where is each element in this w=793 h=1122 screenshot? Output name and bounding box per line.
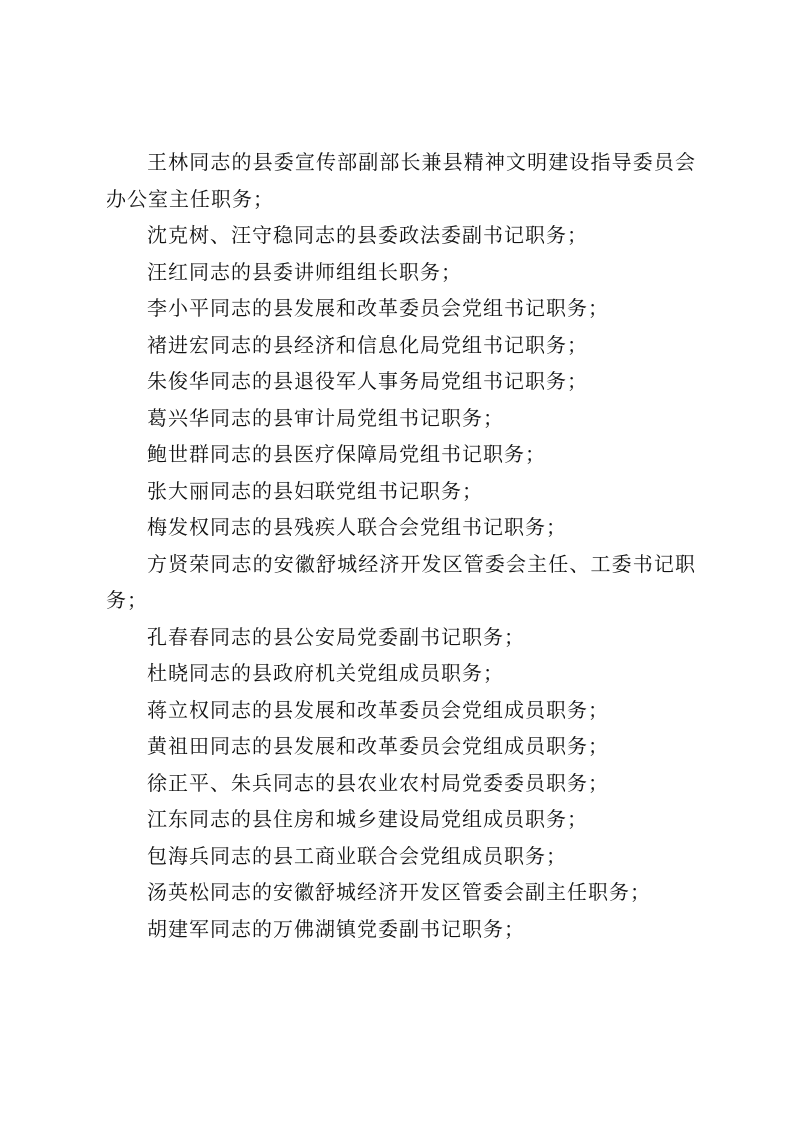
paragraph-20: 胡建军同志的万佛湖镇党委副书记职务；	[147, 916, 525, 941]
paragraph-7: 葛兴华同志的县审计局党组书记职务；	[147, 405, 504, 430]
paragraph-4: 李小平同志的县发展和改革委员会党组书记职务；	[147, 296, 609, 320]
paragraph-8: 鲍世群同志的县医疗保障局党组书记职务；	[147, 442, 546, 466]
document-body	[106, 144, 696, 947]
paragraph-2: 沈克树、汪守稳同志的县委政法委副书记职务；	[147, 223, 588, 247]
paragraph-6: 朱俊华同志的县退役军人事务局党组书记职务；	[147, 369, 588, 393]
paragraph-5: 褚进宏同志的县经济和信息化局党组书记职务；	[147, 332, 588, 357]
paragraph-14: 蒋立权同志的县发展和改革委员会党组成员职务；	[147, 697, 609, 722]
paragraph-19: 汤英松同志的安徽舒城经济开发区管委会副主任职务；	[147, 880, 651, 904]
paragraph-18: 包海兵同志的县工商业联合会党组成员职务；	[147, 843, 567, 868]
paragraph-17: 江东同志的县住房和城乡建设局党组成员职务；	[147, 807, 588, 831]
paragraph-13: 杜晓同志的县政府机关党组成员职务；	[147, 661, 504, 685]
paragraph-10: 梅发权同志的县残疾人联合会党组书记职务；	[147, 515, 567, 539]
paragraph-11: 方贤荣同志的安徽舒城经济开发区管委会主任、工委书记职务；	[106, 551, 696, 612]
paragraph-9: 张大丽同志的县妇联党组书记职务；	[147, 478, 483, 503]
paragraph-16: 徐正平、朱兵同志的县农业农村局党委委员职务；	[147, 770, 609, 795]
paragraph-3: 汪红同志的县委讲师组组长职务；	[147, 259, 462, 284]
paragraph-15: 黄祖田同志的县发展和改革委员会党组成员职务；	[147, 734, 609, 758]
paragraph-12: 孔春春同志的县公安局党委副书记职务；	[147, 624, 525, 649]
paragraph-1: 王林同志的县委宣传部副部长兼县精神文明建设指导委员会办公室主任职务；	[106, 150, 696, 211]
